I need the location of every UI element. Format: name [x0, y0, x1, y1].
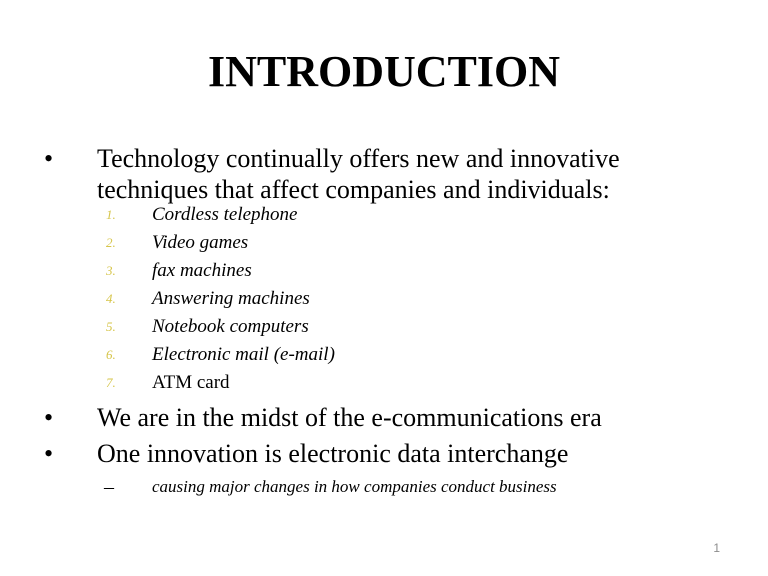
list-item — [0, 313, 768, 341]
list-item-text: Video games — [152, 232, 249, 253]
list-item — [0, 229, 768, 257]
list-item — [0, 257, 768, 285]
list-item-text: Notebook computers — [152, 316, 309, 337]
list-item-text: Cordless telephone — [152, 204, 298, 225]
list-item — [0, 285, 768, 313]
list-item — [0, 201, 768, 229]
sub-bullet-text: causing major changes in how companies conduct business — [152, 477, 557, 496]
sub-bullet-marker: – — [104, 476, 114, 498]
list-number: 5. — [106, 319, 116, 334]
list-item-text: fax machines — [152, 260, 252, 281]
list-number: 4. — [106, 291, 116, 306]
page-number: 1 — [713, 541, 720, 555]
bullet-marker: • — [44, 403, 54, 432]
bullet-marker: • — [44, 144, 54, 173]
list-item-text: Electronic mail (e-mail) — [152, 344, 335, 365]
list-number: 6. — [106, 347, 116, 362]
list-number: 7. — [106, 375, 116, 390]
sub-bullet-item — [0, 473, 768, 501]
list-number: 3. — [106, 263, 116, 278]
list-number: 1. — [106, 207, 116, 222]
bullet-text: Technology continually offers new and innovative techniques that affect companies and individuals: — [97, 144, 620, 204]
slide-title: INTRODUCTION — [207, 47, 561, 96]
list-item-text: Answering machines — [152, 288, 310, 309]
list-item — [0, 341, 768, 369]
list-item-text: ATM card — [152, 372, 230, 393]
bullet-text: One innovation is electronic data interchange — [97, 439, 569, 468]
bullet-marker: • — [44, 439, 54, 468]
list-item — [0, 369, 768, 397]
list-number: 2. — [106, 235, 116, 250]
bullet-text: We are in the midst of the e-communications era — [97, 403, 602, 432]
